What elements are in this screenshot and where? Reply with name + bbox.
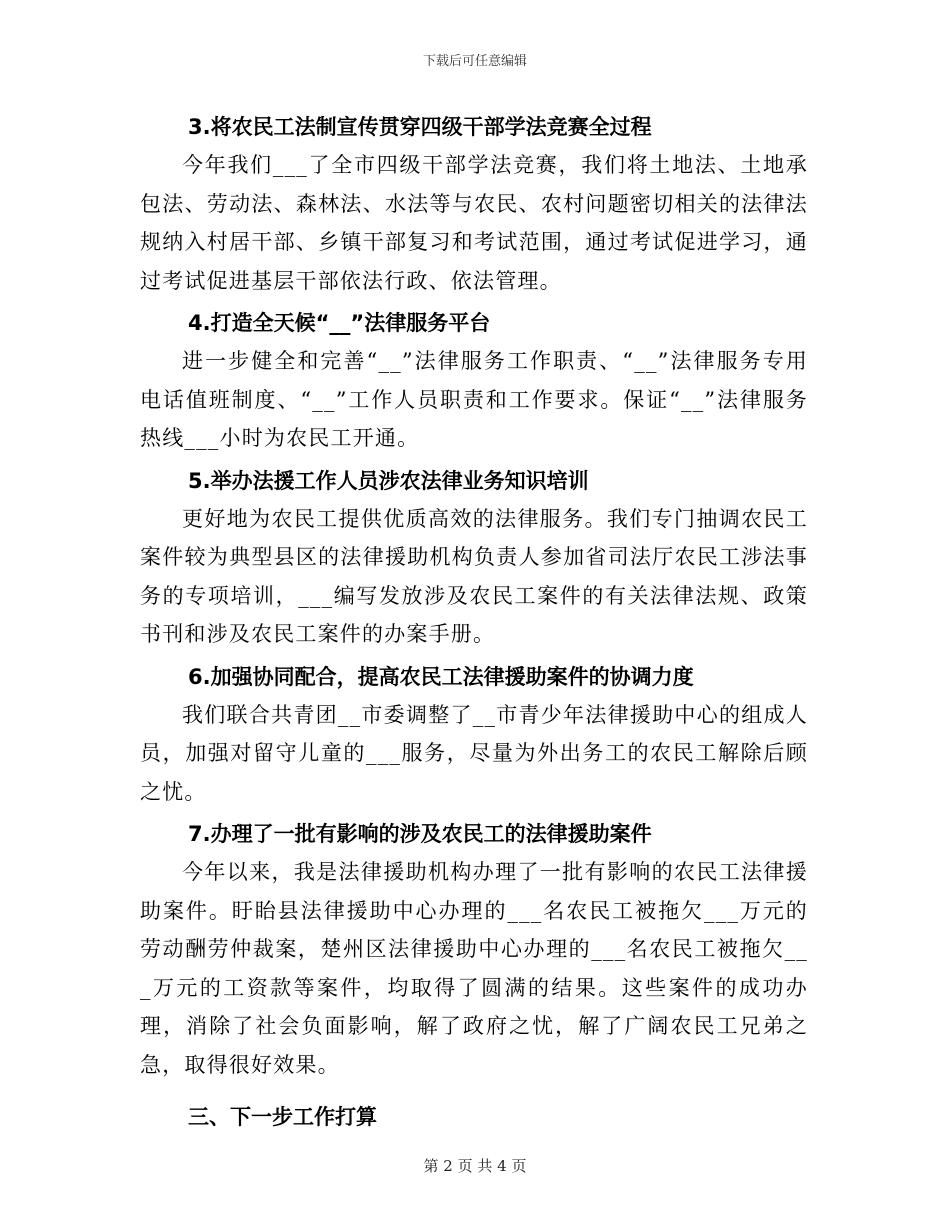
section-paragraph: 今年以来，我是法律援助机构办理了一批有影响的农民工法律援助案件。盱眙县法律援助中心办理的___名农民工被拖欠___万元的劳动酬劳仲裁案，楚州区法律援助中心办理的___名农民工被拖欠___万元的工资款等案件，均取得了圆满的结果。这些案件的成功办理，消除了社会负面影响，解了政府之忧，解了广阔农民工兄弟之急，取得很好效果。 (140, 860, 808, 1077)
document-body (140, 108, 808, 1136)
section-heading: 7.办理了一批有影响的涉及农民工的法律援助案件 (188, 822, 652, 846)
section-7 (140, 815, 808, 1084)
section-4 (140, 304, 808, 458)
section-heading: 5.举办法援工作人员涉农法律业务知识培训 (188, 468, 589, 493)
page-number: 第 2 页 共 4 页 (423, 1157, 527, 1175)
section-6 (140, 658, 808, 812)
section-heading: 3.将农民工法制宣传贯穿四级干部学法竞赛全过程 (188, 115, 652, 139)
section-heading: 6.加强协同配合，提高农民工法律援助案件的协调力度 (188, 664, 694, 689)
section-paragraph: 更好地为农民工提供优质高效的法律服务。我们专门抽调农民工案件较为典型县区的法律援助机构负责人参加省司法厅农民工涉法事务的专项培训，___编写发放涉及农民工案件的有关法律法规、政策书刊和涉及农民工案件的办案手册。 (140, 506, 808, 646)
section-paragraph: 进一步健全和完善“__”法律服务工作职责、“__”法律服务专用电话值班制度、“__”工作人员职责和工作要求。保证“__”法律服务热线___小时为农民工开通。 (140, 349, 808, 450)
next-steps-title: 三、下一步工作打算 (188, 1105, 377, 1129)
section-paragraph: 今年我们___了全市四级干部学法竞赛，我们将土地法、土地承包法、劳动法、森林法、水法等与农民、农村问题密切相关的法律法规纳入村居干部、乡镇干部复习和考试范围，通过考试促进学习，通过考试促进基层干部依法行政、依法管理。 (140, 153, 808, 293)
section-paragraph: 我们联合共青团__市委调整了__市青少年法律援助中心的组成人员，加强对留守儿童的___服务，尽量为外出务工的农民工解除后顾之忧。 (140, 702, 808, 804)
section-5 (140, 462, 808, 654)
section-3 (140, 108, 808, 300)
section-heading: 4.打造全天候“__”法律服务平台 (188, 311, 491, 335)
header-note: 下载后可任意编辑 (422, 54, 527, 69)
